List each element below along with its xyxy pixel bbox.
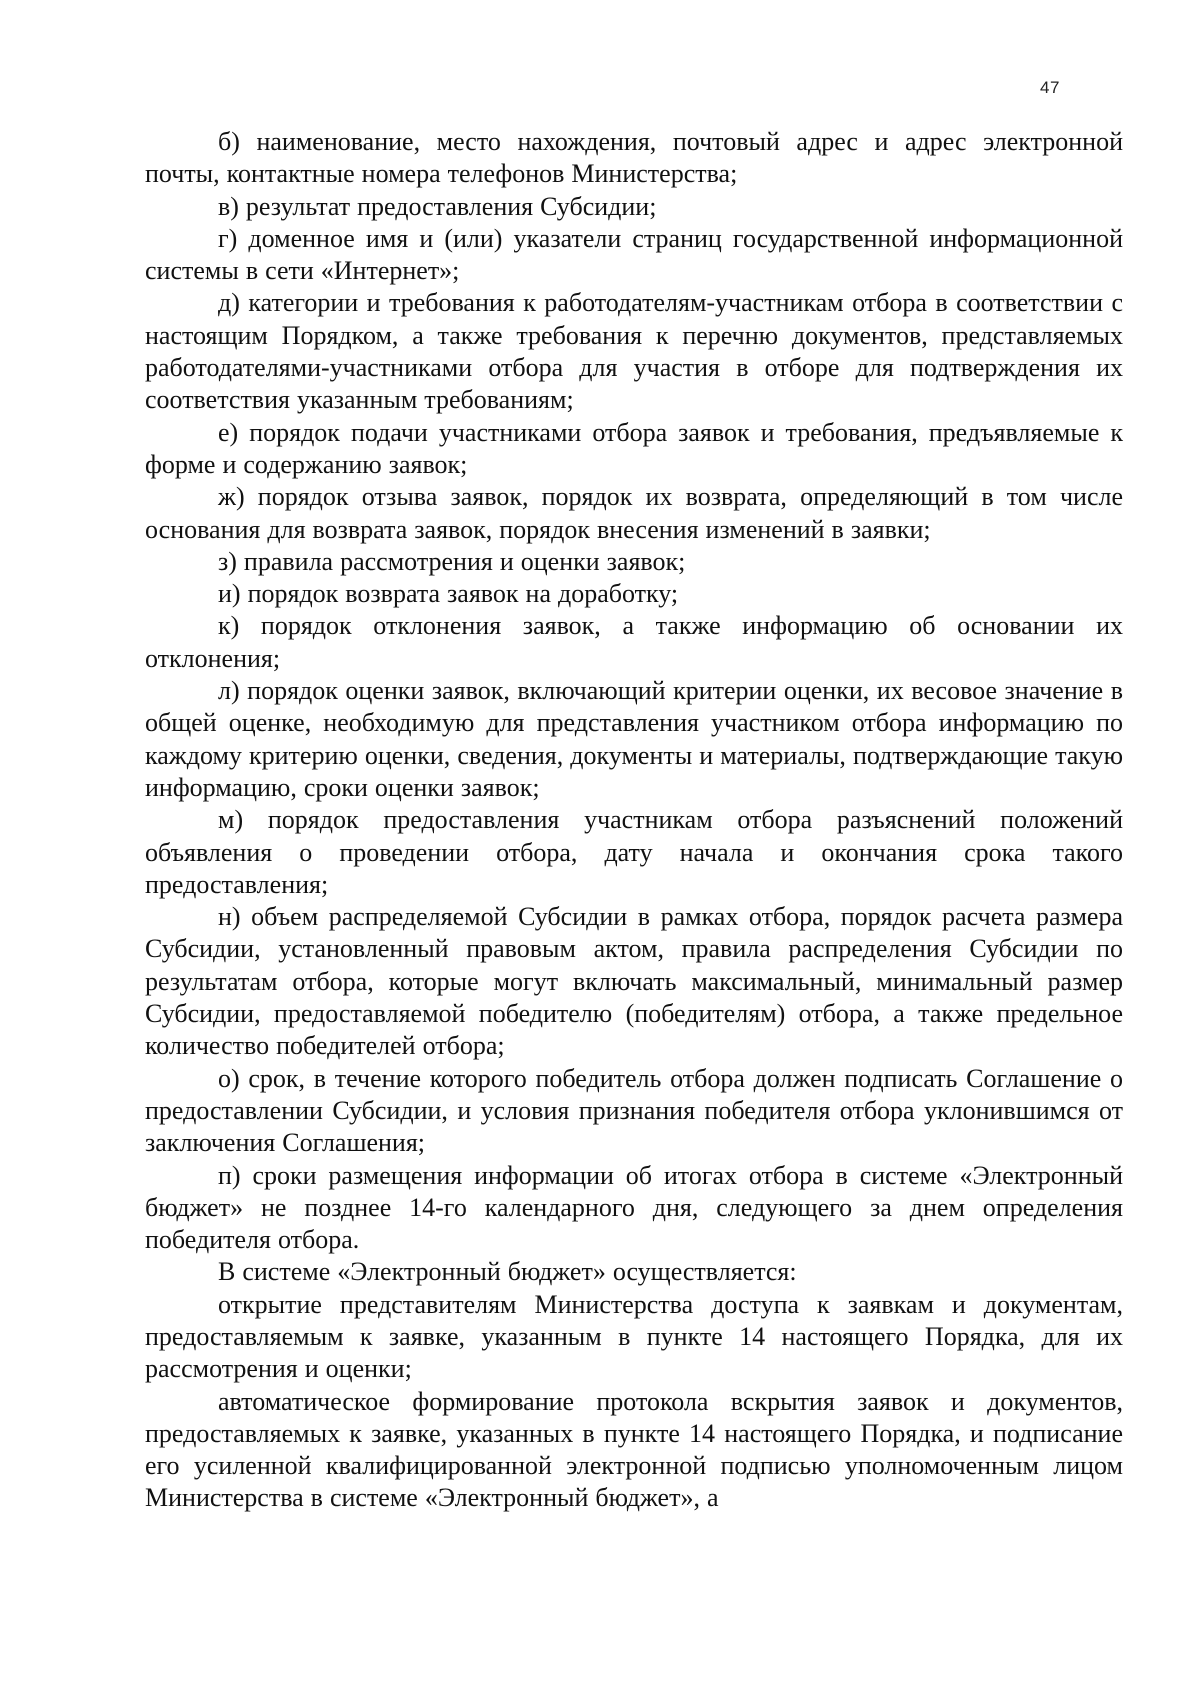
paragraph-m: м) порядок предоставления участникам отбора разъяснений положений объявления о проведении отбора, дату начала и окончания срока такого предоставления; bbox=[145, 805, 1123, 899]
paragraph-i: и) порядок возврата заявок на доработку; bbox=[218, 579, 679, 609]
paragraph-access-opening: открытие представителям Министерства доступа к заявкам и документам, предоставляемым к заявке, указанным в пункте 14 настоящего Порядка, для их рассмотрения и оценки; bbox=[145, 1289, 1123, 1384]
paragraph-z: з) правила рассмотрения и оценки заявок; bbox=[218, 546, 686, 576]
paragraph-zh: ж) порядок отзыва заявок, порядок их возврата, определяющий в том числе основания для возврата заявок, порядок внесения изменений в заявки; bbox=[145, 482, 1123, 544]
paragraph-n: н) объем распределяемой Субсидии в рамках отбора, порядок расчета размера Субсидии, установленный правовым актом, правила распределения Субсидии по результатам отбора, которые могут включать максимальный, минимальный размер Субсидии, предоставляемой победителю (победителям) отбора, а также предельное количество победителей отбора; bbox=[145, 902, 1123, 1061]
paragraph-b: б) наименование, место нахождения, почтовый адрес и адрес электронной почты, контактные номера телефонов Министерства; bbox=[145, 127, 1123, 189]
paragraph-k: к) порядок отклонения заявок, а также информацию об основании их отклонения; bbox=[145, 611, 1123, 673]
paragraph-e: е) порядок подачи участниками отбора заявок и требования, предъявляемые к форме и содержанию заявок; bbox=[145, 417, 1123, 479]
paragraph-d: д) категории и требования к работодателям-участникам отбора в соответствии с настоящим Порядком, а также требования к перечню документов, представляемых работодателями-участниками отбора для участия в отборе для подтверждения их соответствия указанным требованиям; bbox=[145, 288, 1123, 415]
paragraph-v: в) результат предоставления Субсидии; bbox=[218, 191, 657, 221]
paragraph-o: о) срок, в течение которого победитель отбора должен подписать Соглашение о предоставлении Субсидии, и условия признания победителя отбора уклонившимся от заключения Соглашения; bbox=[145, 1063, 1123, 1158]
paragraph-l: л) порядок оценки заявок, включающий критерии оценки, их весовое значение в общей оценке, необходимую для представления участником отбора информацию по каждому критерию оценки, сведения, документы и материалы, подтверждающие такую информацию, сроки оценки заявок; bbox=[145, 676, 1123, 802]
document-body bbox=[145, 126, 1123, 1515]
page-number: 47 bbox=[1040, 78, 1060, 97]
paragraph-electronic-budget-intro: В системе «Электронный бюджет» осуществляется: bbox=[218, 1257, 797, 1287]
paragraph-g: г) доменное имя и (или) указатели страниц государственной информационной системы в сети «Интернет»; bbox=[145, 223, 1123, 286]
paragraph-protocol-formation: автоматическое формирование протокола вскрытия заявок и документов, предоставляемых к заявке, указанных в пункте 14 настоящего Порядка, и подписание его усиленной квалифицированной электронной подписью уполномоченным лицом Министерства в системе «Электронный бюджет», а bbox=[145, 1386, 1123, 1513]
paragraph-p: п) сроки размещения информации об итогах отбора в системе «Электронный бюджет» не позднее 14-го календарного дня, следующего за днем определения победителя отбора. bbox=[145, 1160, 1123, 1255]
